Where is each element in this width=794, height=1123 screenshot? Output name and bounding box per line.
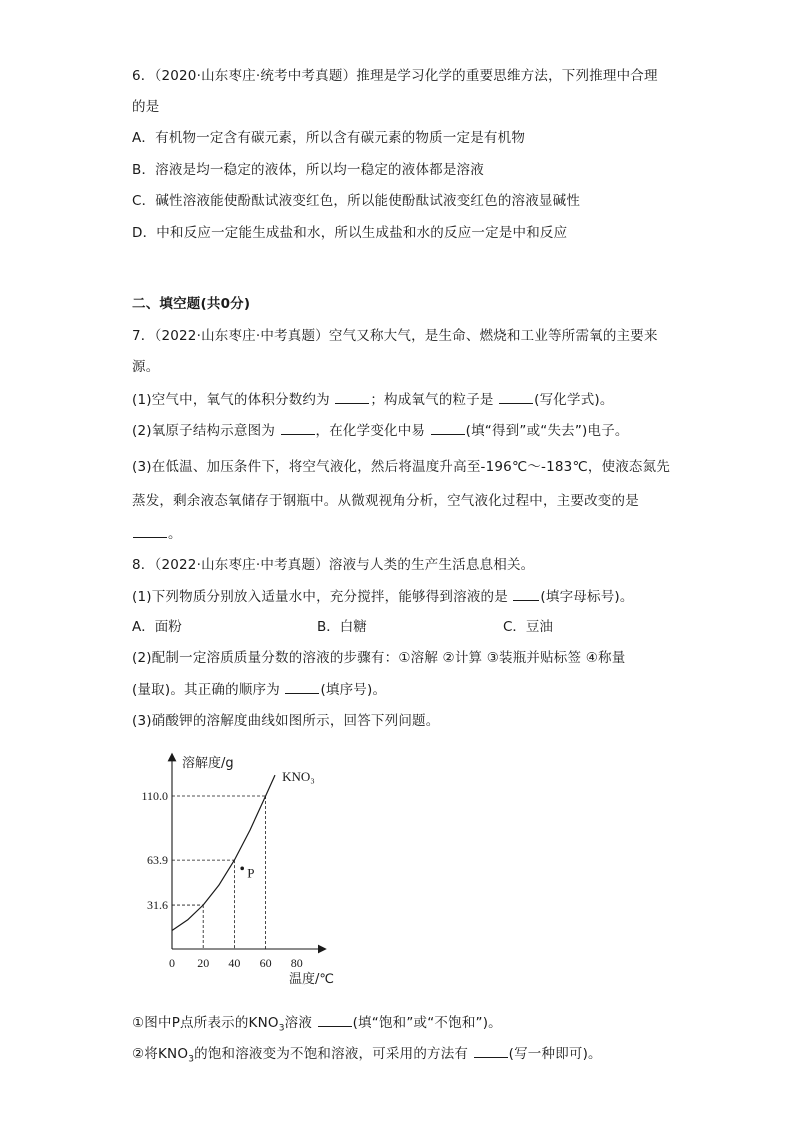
y-tick-label: 31.6 bbox=[147, 898, 168, 913]
answer-blank[interactable] bbox=[431, 420, 465, 435]
q8-sub2: ②将$KNO_3$的饱和溶液变为不饱和溶液，可采用的方法有 (写一种即可)。 bbox=[132, 1043, 602, 1070]
point-p-label: P bbox=[247, 865, 255, 881]
q8-option-a: A．面粉 bbox=[132, 619, 182, 635]
q8-part1: (1)下列物质分别放入适量水中，充分搅拌，能够得到溶液的是 (填字母标号)。 bbox=[132, 586, 634, 607]
q7-stem-line2: 源。 bbox=[132, 359, 160, 375]
point-p-marker bbox=[240, 867, 244, 871]
answer-blank[interactable] bbox=[513, 586, 539, 601]
answer-blank[interactable] bbox=[285, 679, 319, 694]
solubility-chart bbox=[120, 745, 380, 990]
q7-part3-line2: 蒸发，剩余液态氧储存于钢瓶中。从微观视角分析，空气液化过程中，主要改变的是 bbox=[132, 493, 639, 509]
answer-blank[interactable] bbox=[335, 389, 369, 404]
q8-option-c: C．豆油 bbox=[503, 619, 553, 635]
x-tick-label: 80 bbox=[290, 956, 303, 970]
q6-option-d: D．中和反应一定能生成盐和水，所以生成盐和水的反应一定是中和反应 bbox=[132, 225, 568, 241]
kno3-solubility-curve bbox=[172, 775, 275, 930]
x-tick-label: 20 bbox=[197, 956, 210, 970]
q8-part2-line2: (量取)。其正确的顺序为 (填序号)。 bbox=[132, 679, 386, 700]
q7-stem-line1: 7．（2022·山东枣庄·中考真题）空气又称大气，是生命、燃烧和工业等所需氧的主要来 bbox=[132, 328, 658, 344]
q7-part3-line3: 。 bbox=[132, 523, 182, 544]
q7-part2: (2)氧原子结构示意图为 ，在化学变化中易 (填“得到”或“失去”)电子。 bbox=[132, 420, 629, 441]
x-tick-label: 0 bbox=[169, 956, 175, 970]
q8-sub1: ①图中P点所表示的$KNO_3$溶液 (填“饱和”或“不饱和”)。 bbox=[132, 1012, 502, 1039]
q8-part3: (3)硝酸钾的溶解度曲线如图所示，回答下列问题。 bbox=[132, 713, 440, 729]
y-tick-label: 110.0 bbox=[141, 789, 168, 803]
q7-part3-line1: (3)在低温、加压条件下，将空气液化，然后将温度升高至-196℃～-183℃，使液态氮先 bbox=[132, 459, 671, 475]
y-tick-label: 63.9 bbox=[147, 853, 168, 868]
q8-part2-line1: (2)配制一定溶质质量分数的溶液的步骤有：①溶解 ②计算 ③装瓶并贴标签 ④称量 bbox=[132, 650, 626, 666]
q6-stem-line2: 的是 bbox=[132, 99, 160, 115]
series-label: KNO₃ bbox=[282, 769, 315, 785]
q8-stem: 8．（2022·山东枣庄·中考真题）溶液与人类的生产生活息息相关。 bbox=[132, 557, 535, 573]
q8-option-b: B．白糖 bbox=[317, 619, 367, 635]
x-tick-label: 40 bbox=[228, 956, 241, 970]
section-title: 二、填空题(共0分) bbox=[132, 296, 251, 312]
answer-blank[interactable] bbox=[474, 1043, 508, 1058]
answer-blank[interactable] bbox=[281, 420, 315, 435]
answer-blank[interactable] bbox=[133, 523, 167, 538]
q6-option-c: C．碱性溶液能使酚酞试液变红色，所以能使酚酞试液变红色的溶液显碱性 bbox=[132, 193, 581, 209]
x-axis-label: 温度/℃ bbox=[289, 972, 334, 987]
q7-part1: (1)空气中，氧气的体积分数约为 ；构成氧气的粒子是 (写化学式)。 bbox=[132, 389, 614, 410]
x-tick-label: 60 bbox=[259, 956, 272, 970]
q6-option-a: A．有机物一定含有碳元素，所以含有碳元素的物质一定是有机物 bbox=[132, 130, 526, 146]
answer-blank[interactable] bbox=[318, 1012, 352, 1027]
q6-stem-line1: 6．（2020·山东枣庄·统考中考真题）推理是学习化学的重要思维方法，下列推理中合理 bbox=[132, 68, 658, 84]
y-axis-label: 溶解度/g bbox=[182, 756, 234, 771]
q6-option-b: B．溶液是均一稳定的液体，所以均一稳定的液体都是溶液 bbox=[132, 162, 484, 178]
answer-blank[interactable] bbox=[499, 389, 533, 404]
